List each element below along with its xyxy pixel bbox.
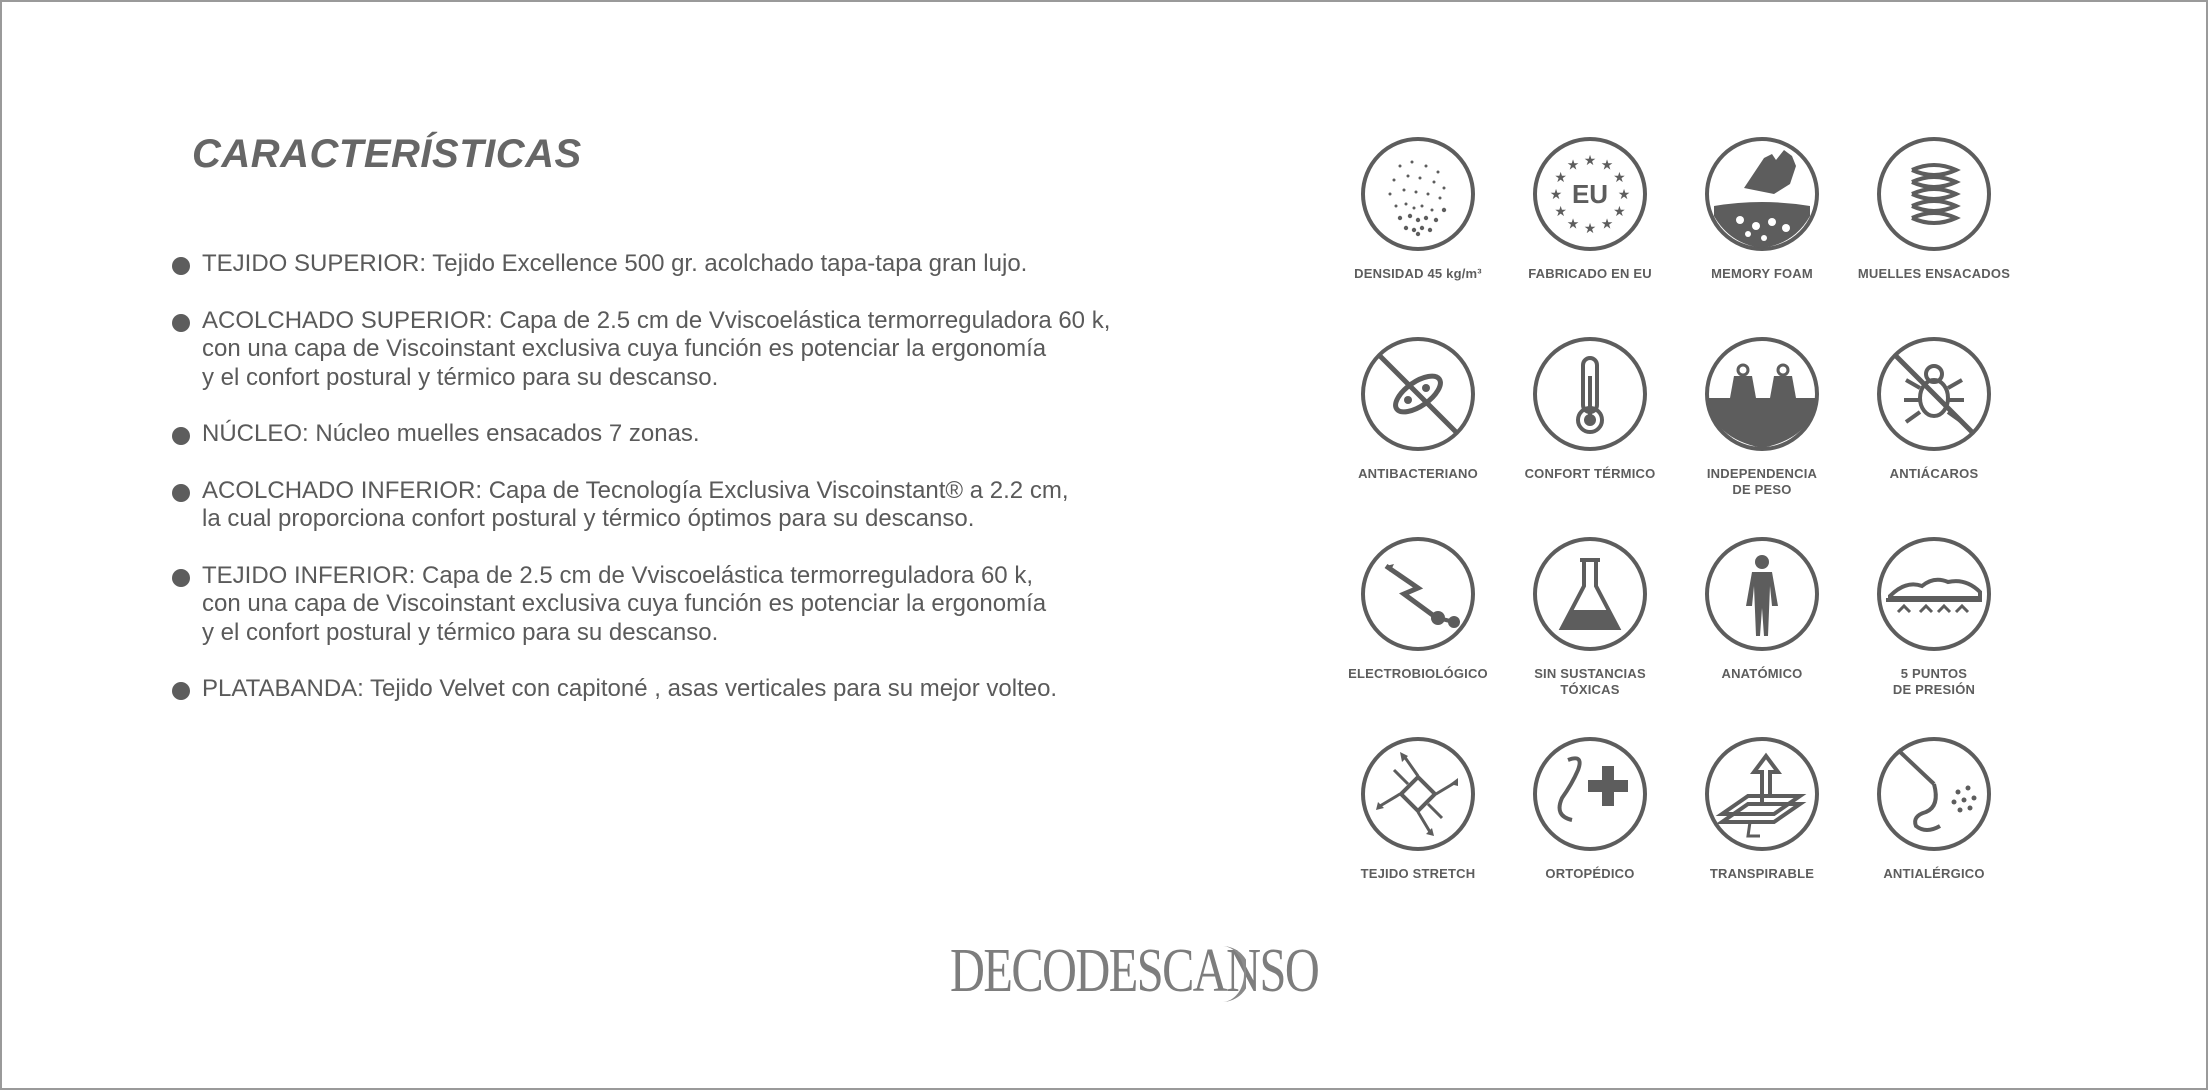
svg-text:★: ★ xyxy=(1549,186,1563,202)
bullet-icon xyxy=(172,484,190,502)
anti-mites-icon xyxy=(1876,336,1992,452)
feature-badge xyxy=(1504,336,1676,482)
eu-badge-text: EU xyxy=(1571,179,1609,209)
feature-badge-label: ANTIÁCAROS xyxy=(1889,466,1979,481)
feature-badge-label: MEMORY FOAM xyxy=(1711,266,1813,281)
feature-badge xyxy=(1848,536,2020,698)
svg-text:★: ★ xyxy=(1600,215,1614,232)
feature-badge xyxy=(1676,536,1848,682)
feature-badge xyxy=(1332,136,1504,282)
human-body-icon xyxy=(1704,536,1820,652)
eu-stars-icon xyxy=(1532,136,1648,252)
bullet-icon xyxy=(172,427,190,445)
feature-badge xyxy=(1848,336,2020,482)
stretch-arrows-icon xyxy=(1360,736,1476,852)
thermometer-icon xyxy=(1532,336,1648,452)
feature-badge xyxy=(1504,536,1676,698)
svg-text:★: ★ xyxy=(1600,156,1614,173)
svg-text:★: ★ xyxy=(1583,152,1597,168)
feature-badge xyxy=(1848,136,2020,282)
feature-badge-label: FABRICADO EN EU xyxy=(1528,266,1652,281)
feature-item xyxy=(172,307,1212,393)
feature-text-line: PLATABANDA: Tejido Velvet con capitoné , asas verticales para su mejor volteo. xyxy=(202,675,1058,702)
feature-text-line: NÚCLEO: Núcleo muelles ensacados 7 zonas. xyxy=(202,420,700,447)
svg-text:★: ★ xyxy=(1554,169,1567,185)
svg-text:★: ★ xyxy=(1566,215,1580,232)
features-list xyxy=(172,250,1212,732)
feature-badge xyxy=(1332,336,1504,482)
svg-text:★: ★ xyxy=(1566,156,1580,173)
feature-badge xyxy=(1676,336,1848,498)
feature-item xyxy=(172,420,1212,449)
pocket-springs-icon xyxy=(1876,136,1992,252)
electrobiological-icon xyxy=(1360,536,1476,652)
brand-logo xyxy=(950,936,1319,1016)
weights-icon xyxy=(1704,336,1820,452)
svg-text:★: ★ xyxy=(1583,220,1597,236)
page-title: CARACTERÍSTICAS xyxy=(192,132,582,176)
bullet-icon xyxy=(172,257,190,275)
feature-badge-label: ORTOPÉDICO xyxy=(1545,866,1635,881)
moon-icon xyxy=(1182,942,1246,1006)
feature-badge-label: TRANSPIRABLE xyxy=(1709,866,1815,881)
density-dots-icon xyxy=(1360,136,1476,252)
feature-text-line: ACOLCHADO INFERIOR: Capa de Tecnología Exclusiva Viscoinstant® a 2.2 cm, xyxy=(202,476,1069,504)
feature-text-line: TEJIDO INFERIOR: Capa de 2.5 cm de Vviscoelástica termorreguladora 60 k, xyxy=(202,561,1033,589)
feature-text-line: TEJIDO SUPERIOR: Tejido Excellence 500 gr. acolchado tapa-tapa gran lujo. xyxy=(202,250,1028,277)
bullet-icon xyxy=(172,314,190,332)
brand-name: DECODESCANSO xyxy=(950,937,1319,1005)
feature-text-line: la cual proporciona confort postural y térmico óptimos para su descanso. xyxy=(202,505,975,532)
feature-badge-label: 5 PUNTOS DE PRESIÓN xyxy=(1892,666,1976,697)
feature-badge xyxy=(1676,136,1848,282)
svg-text:★: ★ xyxy=(1613,203,1626,219)
feature-badge xyxy=(1332,736,1504,882)
feature-badge xyxy=(1332,536,1504,682)
pressure-points-icon xyxy=(1876,536,1992,652)
feature-badge-label: ANATÓMICO xyxy=(1721,666,1803,681)
bullet-icon xyxy=(172,569,190,587)
bullet-icon xyxy=(172,682,190,700)
feature-text-line: y el confort postural y térmico para su descanso. xyxy=(202,363,719,391)
feature-item xyxy=(172,250,1212,279)
flask-icon xyxy=(1532,536,1648,652)
feature-badge xyxy=(1504,736,1676,882)
feature-item xyxy=(172,675,1212,704)
svg-text:★: ★ xyxy=(1554,203,1567,219)
antibacterial-icon xyxy=(1360,336,1476,452)
feature-badge-label: TEJIDO STRETCH xyxy=(1360,866,1476,881)
feature-text-line: y el confort postural y térmico para su descanso. xyxy=(202,618,719,646)
feature-badge-label: ANTIALÉRGICO xyxy=(1883,866,1985,881)
svg-text:★: ★ xyxy=(1613,169,1626,185)
memory-foam-hand-icon xyxy=(1704,136,1820,252)
feature-badge xyxy=(1848,736,2020,882)
feature-badge-label: CONFORT TÉRMICO xyxy=(1524,466,1656,481)
breathable-arrow-icon xyxy=(1704,736,1820,852)
feature-text-line: ACOLCHADO SUPERIOR: Capa de 2.5 cm de Vviscoelástica termorreguladora 60 k, xyxy=(202,306,1111,334)
feature-badge xyxy=(1504,136,1676,282)
orthopedic-cross-icon xyxy=(1532,736,1648,852)
feature-item xyxy=(172,562,1212,648)
feature-badge xyxy=(1676,736,1848,882)
feature-badge-label: SIN SUSTANCIAS TÓXICAS xyxy=(1534,666,1646,697)
feature-badge-label: INDEPENDENCIA DE PESO xyxy=(1706,466,1818,497)
feature-text-line: con una capa de Viscoinstant exclusiva cuya función es potenciar la ergonomía xyxy=(202,335,1047,362)
anti-allergic-nose-icon xyxy=(1876,736,1992,852)
feature-badge-label: ANTIBACTERIANO xyxy=(1358,466,1478,481)
svg-text:★: ★ xyxy=(1617,186,1631,202)
feature-badge-label: ELECTROBIOLÓGICO xyxy=(1348,666,1488,681)
feature-item xyxy=(172,477,1212,534)
feature-badge-label: DENSIDAD 45 kg/m³ xyxy=(1354,266,1482,281)
feature-text-line: con una capa de Viscoinstant exclusiva cuya función es potenciar la ergonomía xyxy=(202,590,1047,617)
feature-badge-label: MUELLES ENSACADOS xyxy=(1857,266,2011,281)
